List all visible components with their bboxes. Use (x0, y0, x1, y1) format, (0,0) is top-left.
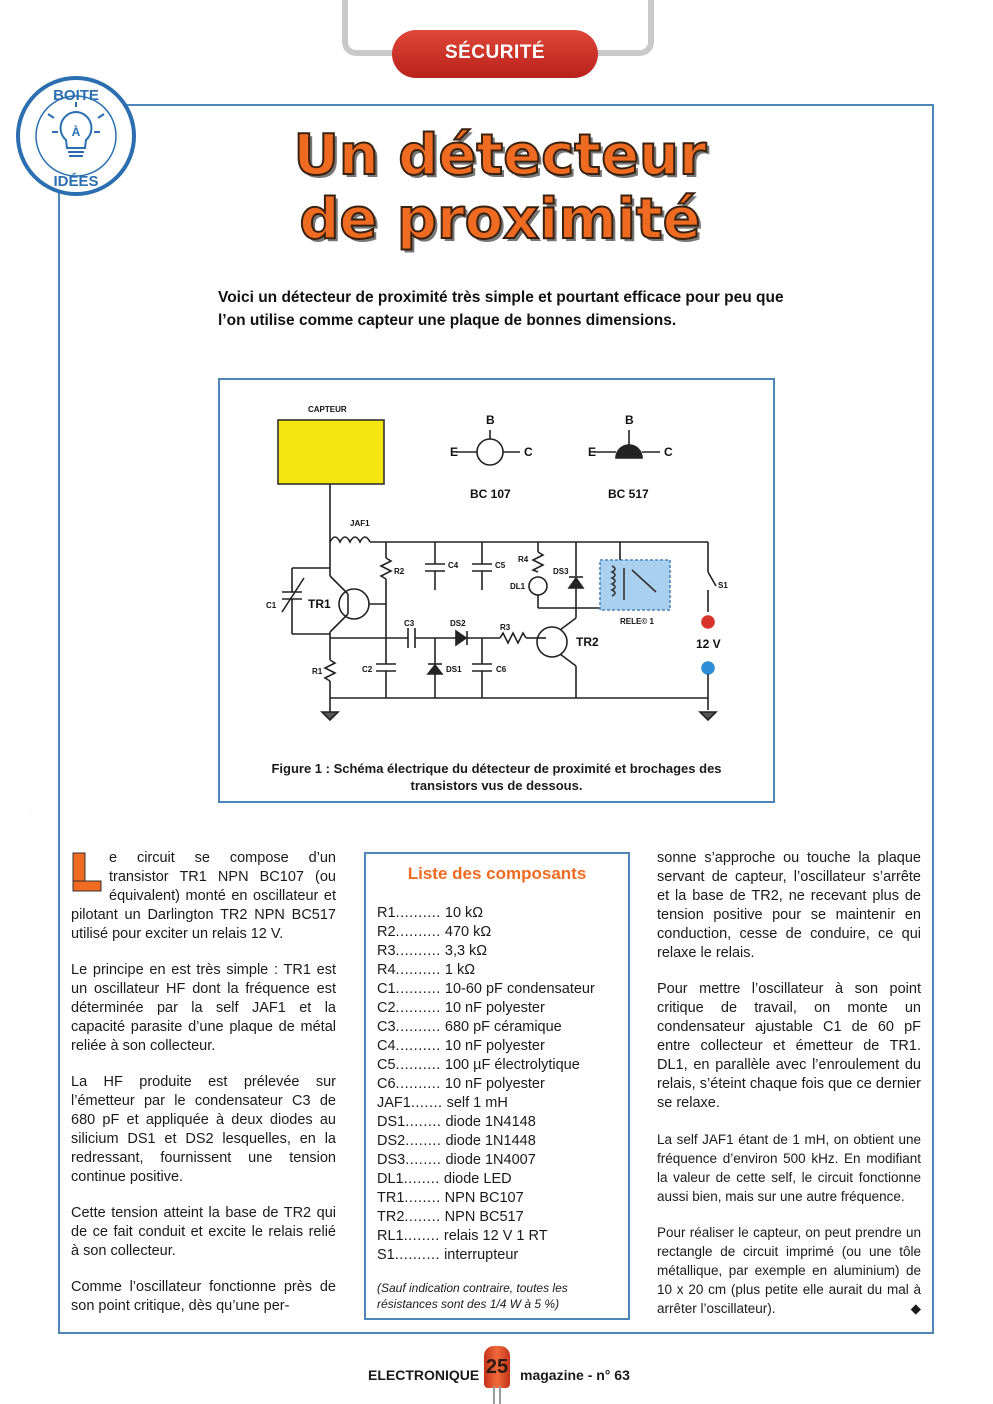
label-tr2: TR2 (576, 635, 599, 649)
parts-list-item (377, 999, 627, 1018)
label-c1: C1 (266, 601, 277, 610)
part-ref: S1 (377, 1247, 395, 1263)
part-value: diode 1N4148 (445, 1114, 536, 1130)
part-leader-dots: .......... (395, 924, 441, 940)
plus-terminal (702, 616, 714, 628)
label-ds3: DS3 (553, 567, 569, 576)
parts-list-item (377, 942, 627, 961)
page-number: 25 (484, 1346, 510, 1388)
label-r1: R1 (312, 667, 323, 676)
label-c6: C6 (496, 665, 507, 674)
part-leader-dots: .......... (395, 1038, 441, 1054)
part-leader-dots: .......... (394, 1247, 441, 1263)
parts-list-item (377, 1208, 627, 1227)
r2-resistor (381, 558, 391, 579)
text-column-3 (657, 849, 921, 1318)
title-line-1: Un détecteur (293, 123, 707, 188)
part-value: diode LED (443, 1171, 512, 1187)
part-ref: C6 (377, 1076, 396, 1092)
parts-list-item (377, 1113, 627, 1132)
part-ref: C1 (377, 981, 396, 997)
logo-top-text: BOITE (53, 87, 99, 104)
boite-a-idees-logo (14, 74, 138, 198)
r3-resistor (500, 633, 526, 643)
bc517-pinout (616, 445, 642, 458)
dl1-led (529, 577, 547, 595)
parts-list-item (377, 923, 627, 942)
parts-list-item (377, 904, 627, 923)
col3-paragraph-4: Pour réaliser le capteur, on peut prendre un rectangle de circuit imprimé (ou une tôle métallique, par exemple en aluminium) de 10 x 20 cm (plus petite elle aurait du mal à arrêter l’oscillateur). (657, 1225, 921, 1316)
part-ref: R4 (377, 962, 396, 978)
col3-paragraph-3: La self JAF1 étant de 1 mH, on obtient une fréquence d’environ 500 kHz. En modifiant la valeur de cette self, le circuit fonctionne aussi bien, mais sur une autre fréquence. (657, 1132, 921, 1204)
section-badge: SÉCURITÉ (392, 30, 598, 78)
part-value: interrupteur (444, 1247, 519, 1263)
minus-terminal (702, 662, 714, 674)
parts-list (377, 904, 627, 1265)
figure-box (218, 378, 775, 803)
part-value: 10-60 pF condensateur (444, 981, 595, 997)
part-value: NPN BC107 (444, 1190, 524, 1206)
part-ref: R1 (377, 905, 396, 921)
label-c-bc517: C (664, 445, 673, 459)
logo-bottom-text: IDÉES (53, 173, 99, 190)
parts-list-item (377, 1132, 627, 1151)
parts-list-item (377, 1246, 627, 1265)
label-ds2: DS2 (450, 619, 466, 628)
tr2-transistor (537, 627, 567, 657)
label-12v: 12 V (696, 637, 721, 651)
part-leader-dots: .......... (395, 1019, 441, 1035)
col1-paragraph-4: Cette tension atteint la base de TR2 qui de ce fait conduit et excite le relais relié à son collecteur. (71, 1205, 336, 1259)
part-ref: RL1 (377, 1228, 404, 1244)
figure-caption: Figure 1 : Schéma électrique du détecteur de proximité et brochages des transistors vus de dessous. (271, 761, 722, 793)
relay (600, 560, 670, 610)
parts-list-item (377, 1037, 627, 1056)
part-value: 3,3 kΩ (444, 943, 488, 959)
parts-list-item (377, 1094, 627, 1113)
ds2-diode (456, 631, 466, 645)
r4-resistor (533, 552, 543, 572)
label-c5: C5 (495, 561, 506, 570)
parts-list-box (364, 852, 630, 1320)
label-ds1: DS1 (446, 665, 462, 674)
part-leader-dots: .......... (395, 1076, 441, 1092)
part-leader-dots: ........ (403, 1171, 440, 1187)
label-bc107: BC 107 (470, 487, 511, 501)
part-ref: TR2 (377, 1209, 405, 1225)
dropcap-l (31, 811, 103, 895)
jaf1-coil (330, 537, 370, 542)
col1-paragraph-3: La HF produite est prélevée sur l’émetteur par le condensateur C3 de 680 pF et appliquée à deux diodes au silicium DS1 et DS2 lesquelles, en la redressant, fournissent une tension continue positive. (71, 1074, 336, 1185)
part-value: 10 nF polyester (444, 1038, 545, 1054)
resistor-legs-icon (489, 1386, 505, 1404)
label-e-bc107: E (450, 445, 459, 459)
footer-magazine-name: ELECTRONIQUE (368, 1367, 480, 1383)
part-value: relais 12 V 1 RT (443, 1228, 548, 1244)
parts-list-item (377, 1170, 627, 1189)
capteur-plate (278, 420, 384, 484)
part-ref: DL1 (377, 1171, 404, 1187)
part-value: 1 kΩ (444, 962, 476, 978)
end-mark-icon: ◆ (910, 1301, 921, 1316)
parts-list-item (377, 961, 627, 980)
part-ref: C3 (377, 1019, 396, 1035)
label-jaf1: JAF1 (350, 519, 370, 528)
label-tr1: TR1 (308, 597, 331, 611)
label-rele1: RELE© 1 (620, 617, 654, 626)
label-b-bc107: B (486, 413, 495, 427)
part-ref: R2 (377, 924, 396, 940)
part-leader-dots: ........ (405, 1133, 442, 1149)
part-leader-dots: .......... (395, 1000, 441, 1016)
part-value: 10 nF polyester (444, 1000, 545, 1016)
part-value: NPN BC517 (444, 1209, 524, 1225)
tr1-transistor (339, 589, 369, 619)
part-ref: TR1 (377, 1190, 405, 1206)
label-c3: C3 (404, 619, 415, 628)
col3-paragraph-2: Pour mettre l’oscillateur à son point critique de travail, on monte un condensateur ajustable C1 de 60 pF entre collecteur et émetteur de TR1. DL1, en parallèle avec l’enroulement du relais, s’éteint chaque fois que ce dernier se relaxe. (657, 981, 921, 1111)
col1-paragraph-1: e circuit se compose d’un transistor TR1 NPN BC107 (ou équivalent) monté en oscillateur et pilotant un Darlington TR2 NPN BC517 utilisé pour exciter un relais 12 V. (71, 850, 336, 942)
parts-list-item (377, 1018, 627, 1037)
part-ref: DS1 (377, 1114, 406, 1130)
parts-list-item (377, 1151, 627, 1170)
label-bc517: BC 517 (608, 487, 649, 501)
part-ref: C2 (377, 1000, 396, 1016)
col1-paragraph-2: Le principe en est très simple : TR1 est un oscillateur HF dont la fréquence est déterminée par la self JAF1 et la capacité parasite d’une plaque de métal reliée à son collecteur. (71, 962, 336, 1054)
label-r3: R3 (500, 623, 511, 632)
parts-list-item (377, 1227, 627, 1246)
part-ref: JAF1 (377, 1095, 411, 1111)
ds1-diode (428, 665, 442, 674)
part-leader-dots: .......... (395, 1057, 441, 1073)
part-value: 470 kΩ (444, 924, 492, 940)
part-ref: C5 (377, 1057, 396, 1073)
part-leader-dots: ........ (405, 1114, 442, 1130)
part-value: 100 µF électrolytique (444, 1057, 580, 1073)
part-value: 10 nF polyester (444, 1076, 545, 1092)
logo-center-text: À (71, 125, 81, 139)
part-ref: DS3 (377, 1152, 406, 1168)
footer-issue: magazine - n° 63 (520, 1367, 630, 1383)
r1-resistor (325, 660, 335, 681)
part-leader-dots: ........ (405, 1152, 442, 1168)
part-ref: DS2 (377, 1133, 406, 1149)
col3-paragraph-1: sonne s’approche ou touche la plaque servant de capteur, l’oscillateur s’arrête et la base de TR2, ne recevant plus de tension positive pour se maintenir en conduction, cesse de conduire, ce qui relaxe le relais. (657, 850, 921, 961)
part-leader-dots: ....... (410, 1095, 443, 1111)
label-capteur: CAPTEUR (308, 405, 347, 414)
ds3-diode (569, 578, 583, 588)
svg-text:L: L (31, 811, 32, 812)
label-c2: C2 (362, 665, 373, 674)
part-value: self 1 mH (446, 1095, 508, 1111)
part-ref: R3 (377, 943, 396, 959)
part-value: diode 1N1448 (445, 1133, 536, 1149)
parts-note: (Sauf indication contraire, toutes les résistances sont des 1/4 W à 5 %) (377, 1281, 568, 1311)
part-leader-dots: .......... (395, 981, 441, 997)
part-leader-dots: .......... (395, 962, 441, 978)
article-title (160, 124, 840, 252)
part-leader-dots: .......... (395, 905, 441, 921)
title-line-2: de proximité (299, 187, 701, 252)
part-ref: C4 (377, 1038, 396, 1054)
col1-paragraph-5: Comme l’oscillateur fonctionne près de son point critique, dès qu’une per- (71, 1279, 336, 1314)
part-leader-dots: ........ (404, 1209, 441, 1225)
label-c-bc107: C (524, 445, 533, 459)
label-e-bc517: E (588, 445, 597, 459)
part-leader-dots: ........ (403, 1228, 440, 1244)
label-r2: R2 (394, 567, 405, 576)
parts-list-item (377, 1056, 627, 1075)
label-c4: C4 (448, 561, 459, 570)
parts-list-item (377, 1075, 627, 1094)
part-value: 680 pF céramique (444, 1019, 562, 1035)
text-column-1 (31, 811, 336, 1333)
label-r4: R4 (518, 555, 529, 564)
parts-list-item (377, 980, 627, 999)
parts-list-title: Liste des composants (407, 864, 587, 883)
ground-symbol-left (322, 712, 338, 720)
ground-symbol-right (700, 712, 716, 720)
parts-list-item (377, 1189, 627, 1208)
label-s1: S1 (718, 581, 728, 590)
part-value: diode 1N4007 (445, 1152, 536, 1168)
part-leader-dots: .......... (395, 943, 441, 959)
label-dl1: DL1 (510, 582, 526, 591)
article-intro: Voici un détecteur de proximité très simple et pourtant efficace pour peu que l’on utilise comme capteur une plaque de bonnes dimensions. (218, 289, 784, 329)
label-b-bc517: B (625, 413, 634, 427)
circuit-schematic (220, 380, 773, 755)
part-value: 10 kΩ (444, 905, 484, 921)
bc107-pinout (477, 439, 503, 465)
part-leader-dots: ........ (404, 1190, 441, 1206)
